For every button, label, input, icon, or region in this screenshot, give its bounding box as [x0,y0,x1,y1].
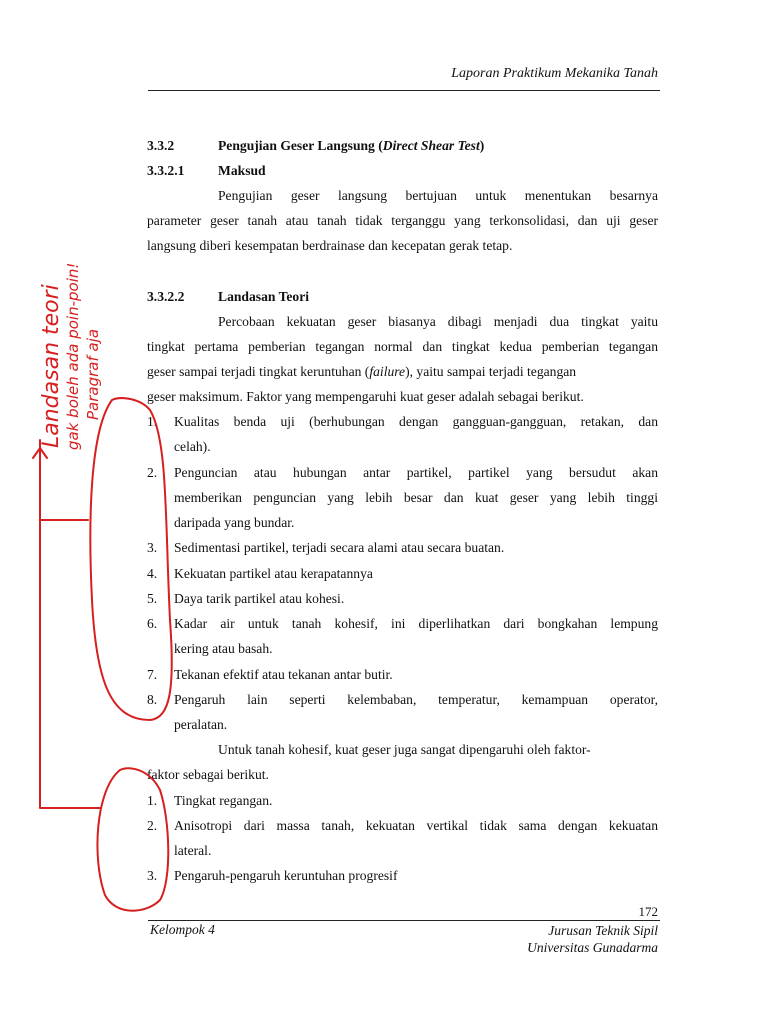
list-item: Anisotropi dari massa tanah, kekuatan vertikal tidak sama dengan kekuatan [174,818,658,833]
annotation-line-2: gak boleh ada poin-poin! [64,262,82,450]
subsection-number: 3.3.2.2 [147,289,185,304]
section-number: 3.3.2 [147,138,175,153]
list-item: daripada yang bundar. [174,515,295,530]
bracket-line [40,440,88,520]
list-item: Penguncian atau hubungan antar partikel, partikel yang bersudut akan [174,465,658,480]
list-item: celah). [174,439,211,454]
list-circle [90,398,171,720]
footer-university: Universitas Gunadarma [527,940,658,955]
list-number: 1. [147,793,158,808]
arrow-line [40,520,100,808]
landasan-paragraph-line: geser maksimum. Faktor yang mempengaruhi kuat geser adalah sebagai berikut. [147,389,584,404]
footer-divider [148,920,660,921]
footer-group: Kelompok 4 [150,922,215,937]
list-number: 4. [147,566,158,581]
list-item: Pengaruh-pengaruh keruntuhan progresif [174,868,398,883]
list-item: Tekanan efektif atau tekanan antar butir. [174,667,393,682]
landasan-paragraph-line: tingkat pertama pemberian tegangan normal dan tingkat kedua pemberian tegangan [147,339,658,354]
header-divider [148,90,660,91]
maksud-paragraph-line: parameter geser tanah atau tanah tidak terganggu yang terkonsolidasi, dan uji geser [147,213,658,228]
list-item: Sedimentasi partikel, terjadi secara alami atau secara buatan. [174,540,505,555]
footer-affiliation [527,922,658,956]
list-number: 3. [147,540,158,555]
annotation-line-1: Landasan teori [39,284,64,448]
running-header: Laporan Praktikum Mekanika Tanah [451,66,658,81]
list-item: kering atau basah. [174,641,273,656]
list-item: Daya tarik partikel atau kohesi. [174,591,345,606]
list-item: Kadar air untuk tanah kohesif, ini diperlihatkan dari bongkahan lempung [174,616,658,631]
list-item: memberikan penguncian yang lebih besar dan kuat geser yang lebih tinggi [174,490,658,505]
list-item: peralatan. [174,717,228,732]
annotation-line-3: Paragraf aja [84,328,102,420]
list-number: 2. [147,465,158,480]
list-item: Pengaruh lain seperti kelembaban, temperatur, kemampuan operator, [174,692,658,707]
list-item: Kekuatan partikel atau kerapatannya [174,566,373,581]
kohesif-paragraph-line: Untuk tanah kohesif, kuat geser juga sangat dipengaruhi oleh faktor- [218,742,591,757]
subsection-title: Landasan Teori [218,289,310,304]
subsection-number: 3.3.2.1 [147,163,185,178]
list-number: 8. [147,692,158,707]
list-number: 3. [147,868,158,883]
list-item: Kualitas benda uji (berhubungan dengan gangguan-gangguan, retakan, dan [174,414,658,429]
list-item: lateral. [174,843,212,858]
page-number: 172 [638,904,658,919]
list-number: 2. [147,818,158,833]
footer-department: Jurusan Teknik Sipil [548,923,658,938]
list-number: 1. [147,414,158,429]
list-number: 6. [147,616,158,631]
maksud-paragraph-line: langsung diberi kesempatan berdrainase dan kecepatan gerak tetap. [147,238,513,253]
section-title: Pengujian Geser Langsung (Direct Shear Test) [218,138,485,153]
landasan-paragraph-line: geser sampai terjadi tingkat keruntuhan (failure), yaitu sampai terjadi tegangan [147,364,577,379]
list-number: 7. [147,667,158,682]
list-item: Tingkat regangan. [174,793,273,808]
landasan-paragraph-line: Percobaan kekuatan geser biasanya dibagi menjadi dua tingkat yaitu [218,314,658,329]
list2-circle [97,768,168,910]
kohesif-paragraph-line: faktor sebagai berikut. [147,767,269,782]
subsection-title: Maksud [218,163,266,178]
list-number: 5. [147,591,158,606]
arrow-head [33,448,47,458]
maksud-paragraph-line: Pengujian geser langsung bertujuan untuk menentukan besarnya [218,188,658,203]
